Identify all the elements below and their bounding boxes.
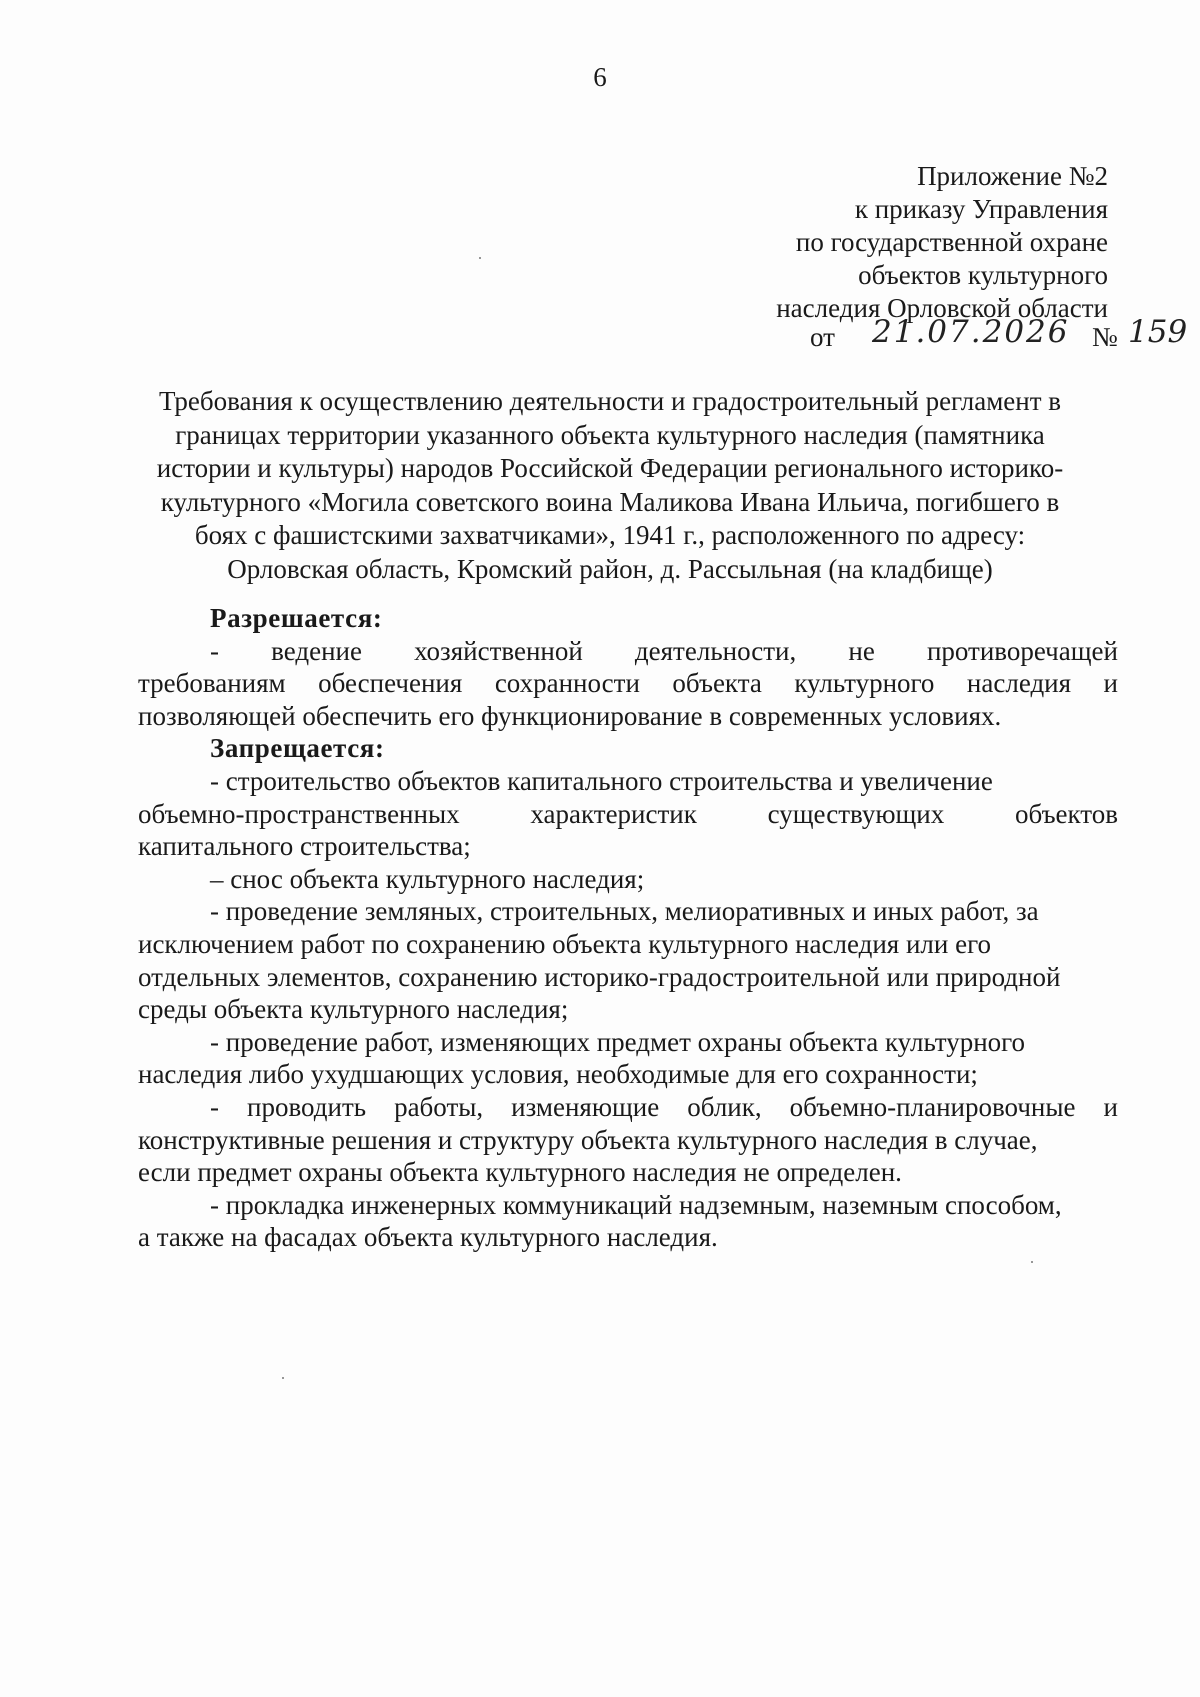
scan-speck xyxy=(282,1377,284,1379)
title-line: Требования к осуществлению деятельности и градостроительный регламент в xyxy=(158,386,1062,416)
appendix-line: к приказу Управления xyxy=(854,194,1108,224)
title-line: боях с фашистскими захватчиками», 1941 г., расположенного по адресу: xyxy=(194,520,1026,550)
appendix-line: наследия Орловской области xyxy=(776,293,1108,323)
word: работы, xyxy=(394,1091,484,1122)
document-body xyxy=(138,602,1118,1254)
prohibited-item-5 xyxy=(138,1091,1118,1124)
title-line: границах территории указанного объекта культурного наследия (памятника xyxy=(175,419,1045,450)
prohibited-item-4-line-2: наследия либо ухудшающих условия, необходимые для его сохранности; xyxy=(138,1059,978,1090)
scan-speck xyxy=(1031,1261,1033,1263)
allowed-heading: Разрешается: xyxy=(210,603,383,633)
prohibited-item-3-line-2: исключением работ по сохранению объекта культурного наследия или его xyxy=(138,928,991,959)
word: объекта xyxy=(672,668,762,699)
word: проводить xyxy=(247,1091,367,1122)
prohibited-item-1-line-2 xyxy=(138,798,1118,831)
prohibited-item-5-line-2: конструктивные решения и структуру объекта культурного наследия в случае, xyxy=(138,1124,1038,1155)
appendix-header xyxy=(588,160,1108,325)
word: культурного xyxy=(794,668,935,699)
prohibited-item-5-line-3: если предмет охраны объекта культурного наследия не определен. xyxy=(138,1157,902,1188)
prohibited-item-4: - проведение работ, изменяющих предмет охраны объекта культурного xyxy=(210,1026,1026,1057)
prohibited-heading: Запрещается: xyxy=(210,733,385,764)
word: облик, xyxy=(687,1091,762,1122)
document-title xyxy=(140,385,1080,586)
handwritten-date: 21.07.2026 xyxy=(872,314,1070,350)
word: и xyxy=(1103,1091,1118,1122)
handwritten-number: 159 xyxy=(1128,314,1188,350)
prohibited-item-2: – снос объекта культурного наследия; xyxy=(210,863,645,894)
word: не xyxy=(848,635,875,666)
word: сохранности xyxy=(494,668,640,699)
word: требованиям xyxy=(138,668,286,699)
appendix-line: объектов культурного xyxy=(858,260,1108,290)
word: объемно-пространственных xyxy=(138,798,460,829)
title-line: истории и культуры) народов Российской Федерации регионального историко- xyxy=(156,453,1064,483)
prohibited-item-1: - строительство объектов капитального строительства и увеличение xyxy=(210,765,993,796)
title-line: Орловская область, Кромский район, д. Рассыльная (на кладбище) xyxy=(227,553,993,584)
prohibited-item-6-line-2: а также на фасадах объекта культурного наследия. xyxy=(138,1222,718,1253)
word: и xyxy=(1103,668,1118,699)
word: объектов xyxy=(1015,798,1118,829)
appendix-line: Приложение №2 xyxy=(917,161,1108,191)
word: объемно-планировочные xyxy=(789,1091,1076,1122)
word: - xyxy=(210,1091,219,1122)
word: обеспечения xyxy=(318,668,463,699)
page-number: 6 xyxy=(593,62,607,92)
appendix-line: по государственной охране xyxy=(795,227,1108,257)
word: ведение xyxy=(271,635,362,666)
prohibited-item-3: - проведение земляных, строительных, мелиоративных и иных работ, за xyxy=(210,896,1039,927)
from-label: от xyxy=(810,322,835,352)
prohibited-item-3-line-3: отдельных элементов, сохранению историко-градостроительной или природной xyxy=(138,961,1061,992)
allowed-line-1 xyxy=(138,635,1118,668)
allowed-line-2 xyxy=(138,667,1118,700)
scan-speck xyxy=(479,257,481,259)
title-line: культурного «Могила советского воина Маликова Ивана Ильича, погибшего в xyxy=(160,486,1060,517)
word: деятельности, xyxy=(634,635,797,666)
number-label: № xyxy=(1092,322,1118,352)
word: наследия xyxy=(966,668,1072,699)
allowed-line-3: позволяющей обеспечить его функционирование в современных условиях. xyxy=(138,700,1002,731)
order-date-number xyxy=(810,314,1188,362)
word: - xyxy=(210,635,219,666)
prohibited-item-3-line-4: среды объекта культурного наследия; xyxy=(138,994,569,1025)
word: изменяющие xyxy=(511,1091,660,1122)
word: хозяйственной xyxy=(414,635,583,666)
word: противоречащей xyxy=(926,635,1118,666)
prohibited-item-6: - прокладка инженерных коммуникаций надземным, наземным способом, xyxy=(210,1189,1062,1220)
prohibited-item-1-line-3: капитального строительства; xyxy=(138,831,471,862)
word: существующих xyxy=(767,798,945,829)
word: характеристик xyxy=(530,798,697,829)
